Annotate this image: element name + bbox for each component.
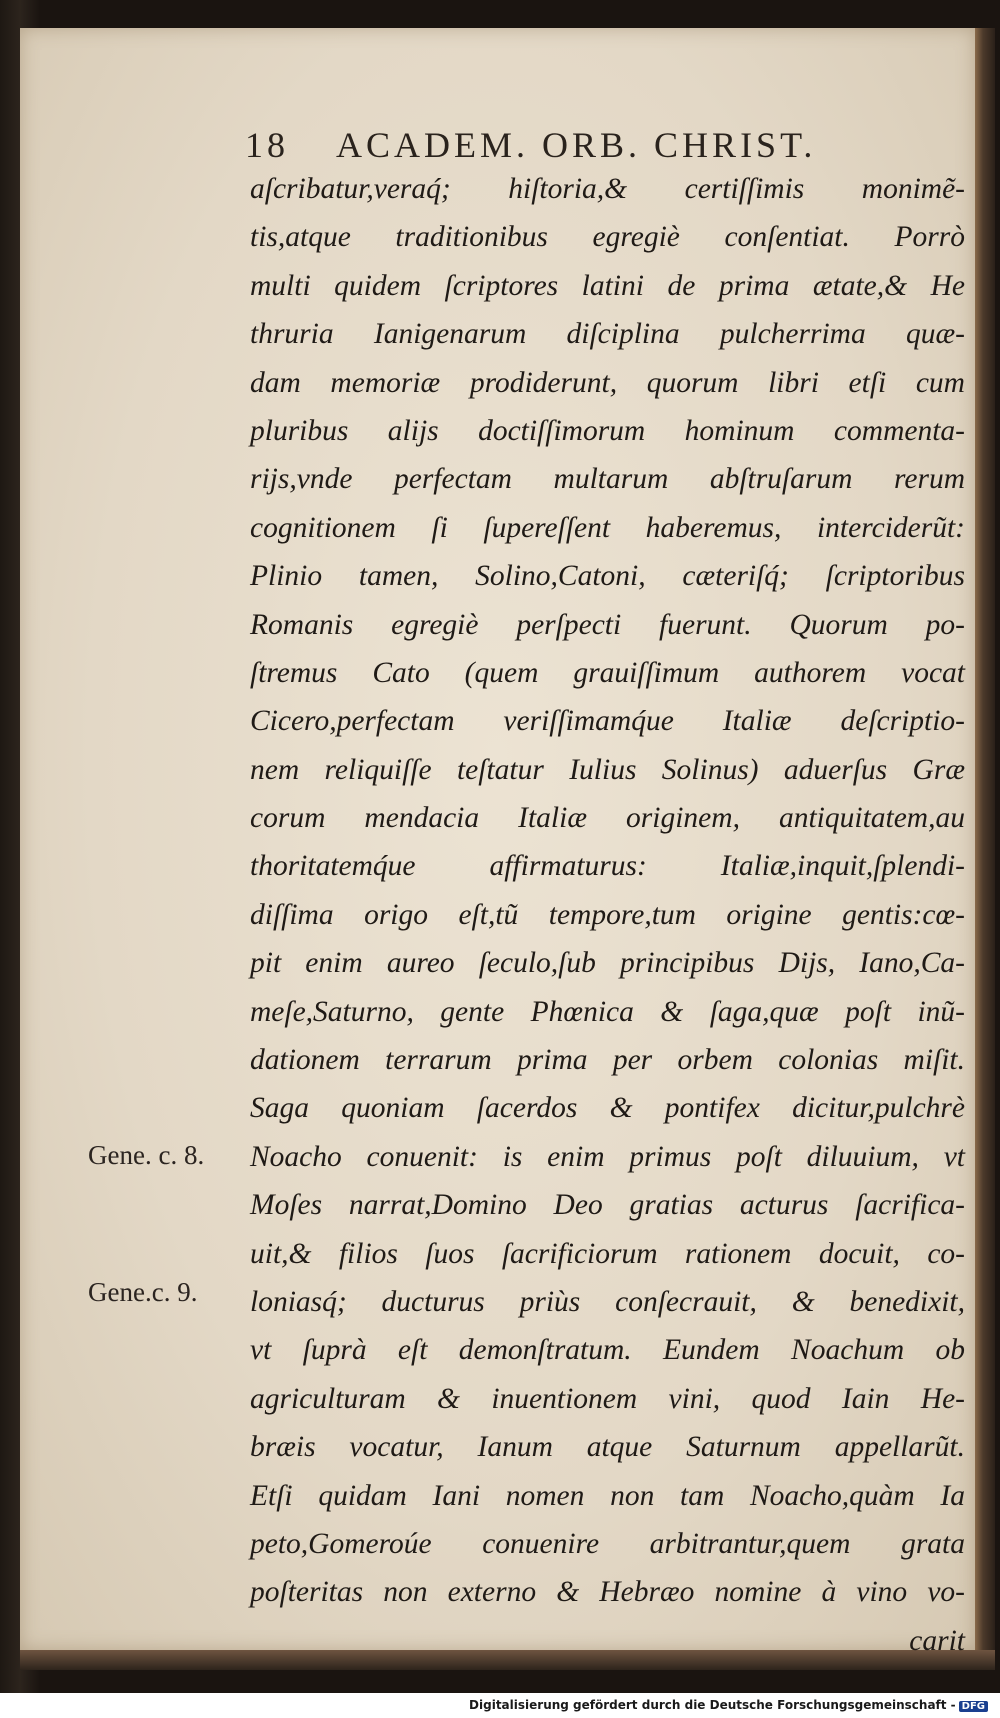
text-line: ſtremus Cato (quem grauiſſimum authorem vocat xyxy=(250,656,965,689)
text-line: uit,& filios ſuos ſacrificiorum rationem docuit, co- xyxy=(250,1237,965,1270)
text-line: bræis vocatur, Ianum atque Saturnum appellarũt. xyxy=(250,1431,965,1464)
text-line: Etſi quidam Iani nomen non tam Noacho,quàm Ia xyxy=(250,1479,965,1512)
dfg-logo: DFG xyxy=(959,1701,988,1712)
margin-note-genesis-9: Gene.c. 9. xyxy=(88,1277,198,1307)
text-line: meſe,Saturno, gente Phœnica & ſaga,quæ poſt inũ- xyxy=(250,995,965,1028)
text-line: dationem terrarum prima per orbem colonias miſit. xyxy=(250,1044,965,1077)
credit-text: Digitalisierung gefördert durch die Deutsche Forschungsgemeinschaft - xyxy=(469,1698,956,1712)
running-header xyxy=(245,124,945,166)
text-line: Cicero,perfectam veriſſimamq́ue Italiæ deſcriptio- xyxy=(250,705,965,738)
text-line: tis,atque traditionibus egregiè conſentiat. Porrò xyxy=(250,221,965,254)
text-line: cognitionem ſi ſupereſſent haberemus, interciderũt: xyxy=(250,511,965,544)
text-line: Romanis egregiè perſpecti fuerunt. Quorum po- xyxy=(250,608,965,641)
text-line: Saga quoniam ſacerdos & pontifex dicitur,pulchrè xyxy=(250,1092,965,1125)
text-line: pit enim aureo ſeculo,ſub principibus Dijs, Iano,Ca- xyxy=(250,947,965,980)
text-line: vt ſuprà eſt demonſtratum. Eundem Noachum ob xyxy=(250,1334,965,1367)
page-edge-right xyxy=(975,28,995,1650)
text-line: diſſima origo eſt,tũ tempore,tum origine gentis:cœ- xyxy=(250,898,965,931)
catchword: carit xyxy=(909,1624,965,1657)
text-line: dam memoriæ prodiderunt, quorum libri etſi cum xyxy=(250,366,965,399)
text-line: corum mendacia Italiæ originem, antiquitatem,au xyxy=(250,802,965,835)
text-line: pluribus alijs doctiſſimorum hominum commenta- xyxy=(250,414,965,447)
digitization-credit xyxy=(465,1697,992,1713)
text-line: Moſes narrat,Domino Deo gratias acturus ſacrifica- xyxy=(250,1189,965,1222)
text-line: aſcribatur,veraq́; hiſtoria,& certiſſimis monimẽ- xyxy=(250,173,965,205)
running-title: ACADEM. ORB. CHRIST. xyxy=(336,125,817,165)
text-line: thruria Ianigenarum diſciplina pulcherrima quæ- xyxy=(250,318,965,351)
text-line: rijs,vnde perfectam multarum abſtruſarum rerum xyxy=(250,463,965,496)
text-line: nem reliquiſſe teſtatur Iulius Solinus) aduerſus Græ xyxy=(250,753,965,786)
text-line: peto,Gomeroúe conuenire arbitrantur,quem grata xyxy=(250,1527,965,1560)
text-line: multi quidem ſcriptores latini de prima ætate,& He xyxy=(250,269,965,302)
text-line: poſteritas non externo & Hebræo nomine à vino vo- xyxy=(250,1576,965,1609)
text-line: agriculturam & inuentionem vini, quod Iain He- xyxy=(250,1382,965,1415)
text-line: thoritatemq́ue affirmaturus: Italiæ,inquit,ſplendi- xyxy=(250,850,965,883)
text-line: Plinio tamen, Solino,Catoni, cæteriſq́; ſcriptoribus xyxy=(250,560,965,593)
margin-note-genesis-8: Gene. c. 8. xyxy=(88,1140,205,1170)
page-number: 18 xyxy=(245,125,289,165)
text-line: Noacho conuenit: is enim primus poſt diluuium, vt xyxy=(250,1140,965,1173)
body-text xyxy=(250,165,965,1665)
text-line: loniasq́; ducturus priùs conſecrauit, & benedixit, xyxy=(250,1285,965,1318)
